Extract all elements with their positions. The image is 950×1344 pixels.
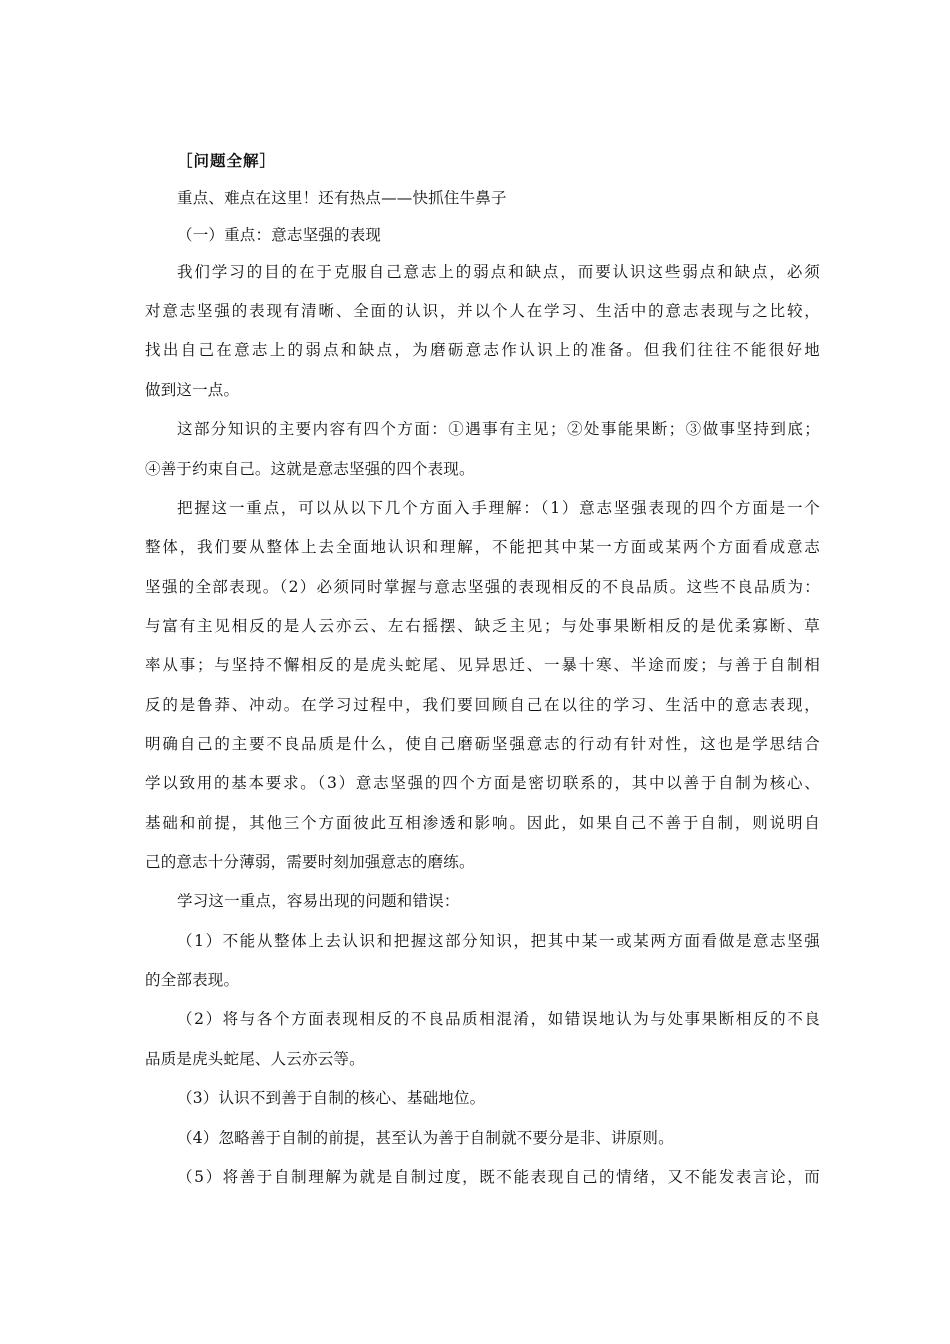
paragraph-line: 坚强的全部表现。（2）必须同时掌握与意志坚强的表现相反的不良品质。这些不良品质为： <box>145 578 820 596</box>
paragraph-line: 这部分知识的主要内容有四个方面：①遇事有主见；②处事能果断；③做事坚持到底； <box>177 420 820 438</box>
paragraph-line: 把握这一重点，可以从以下几个方面入手理解：（1）意志坚强表现的四个方面是一个 <box>177 499 820 517</box>
paragraph-line: 己的意志十分薄弱，需要时刻加强意志的磨练。 <box>145 853 475 871</box>
paragraph-line: 反的是鲁莽、冲动。在学习过程中，我们要回顾自己在以往的学习、生活中的意志表现， <box>145 696 820 714</box>
heading-key-point: （一）重点：意志坚强的表现 <box>177 226 382 244</box>
paragraph-line: ④善于约束自己。这就是意志坚强的四个表现。 <box>145 460 475 478</box>
paragraph-line: 学习这一重点，容易出现的问题和错误： <box>177 892 460 910</box>
paragraph-line: 基础和前提，其他三个方面彼此互相渗透和影响。因此，如果自己不善于自制，则说明自 <box>145 814 820 832</box>
paragraph-line: 学以致用的基本要求。（3）意志坚强的四个方面是密切联系的，其中以善于自制为核心、 <box>145 774 820 792</box>
paragraph-line: 与富有主见相反的是人云亦云、左右摇摆、缺乏主见；与处事果断相反的是优柔寡断、草 <box>145 617 820 635</box>
paragraph-line: 做到这一点。 <box>145 381 240 399</box>
paragraph-line: 明确自己的主要不良品质是什么，使自己磨砺坚强意志的行动有针对性，这也是学思结合 <box>145 735 820 753</box>
list-item-line: 的全部表现。 <box>145 971 240 989</box>
section-title: ［问题全解］ <box>177 151 277 170</box>
list-item-line: （5）将善于自制理解为就是自制过度，既不能表现自己的情绪，又不能发表言论，而 <box>177 1168 820 1186</box>
paragraph-line: 找出自己在意志上的弱点和缺点，为磨砺意志作认识上的准备。但我们往往不能很好地 <box>145 341 820 359</box>
paragraph-line: 对意志坚强的表现有清晰、全面的认识，并以个人在学习、生活中的意志表现与之比较， <box>145 302 820 320</box>
list-item-line: （1）不能从整体上去认识和把握这部分知识，把其中某一或某两方面看做是意志坚强 <box>177 932 820 950</box>
paragraph-line: 率从事；与坚持不懈相反的是虎头蛇尾、见异思迁、一暴十寒、半途而废；与善于自制相 <box>145 656 820 674</box>
paragraph-line: 我们学习的目的在于克服自己意志上的弱点和缺点，而要认识这些弱点和缺点，必须 <box>177 263 820 281</box>
list-item-line: （2）将与各个方面表现相反的不良品质相混淆，如错误地认为与处事果断相反的不良 <box>177 1010 820 1028</box>
list-item-line: 品质是虎头蛇尾、人云亦云等。 <box>145 1050 365 1068</box>
list-item-line: （4）忽略善于自制的前提，甚至认为善于自制就不要分是非、讲原则。 <box>177 1129 674 1147</box>
paragraph-line: 整体，我们要从整体上去全面地认识和理解，不能把其中某一方面或某两个方面看成意志 <box>145 538 820 556</box>
subtitle: 重点、难点在这里！还有热点——快抓住牛鼻子 <box>177 189 507 207</box>
list-item-line: （3）认识不到善于自制的核心、基础地位。 <box>177 1089 486 1107</box>
